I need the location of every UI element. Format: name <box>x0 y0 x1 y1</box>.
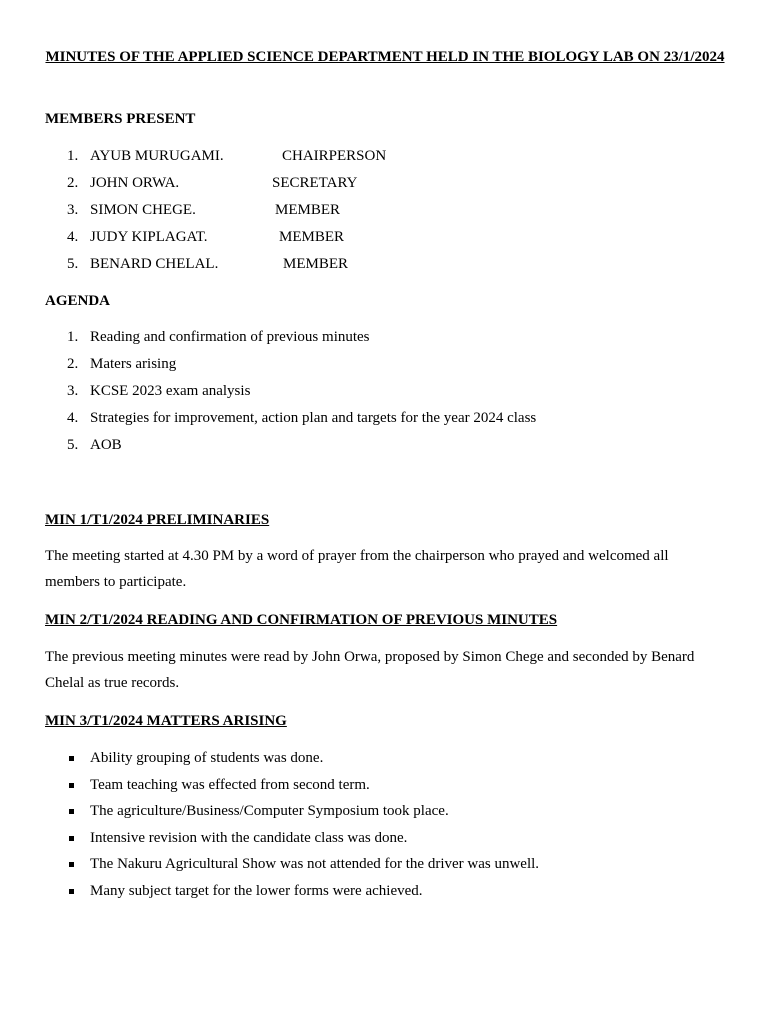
agenda-item <box>45 327 725 354</box>
agenda-text: KCSE 2023 exam analysis <box>90 383 251 399</box>
agenda-number: 2. <box>67 356 79 372</box>
member-role: CHAIRPERSON <box>282 148 387 164</box>
member-name: SIMON CHEGE. <box>90 202 196 218</box>
member-item <box>45 173 725 200</box>
member-name: JUDY KIPLAGAT. <box>90 229 208 245</box>
bullet-square-icon <box>69 809 74 814</box>
member-item <box>45 227 725 254</box>
list-item <box>45 775 725 802</box>
member-number: 5. <box>67 256 79 272</box>
member-number: 3. <box>67 202 79 218</box>
list-item <box>45 801 725 828</box>
member-number: 1. <box>67 148 79 164</box>
agenda-number: 3. <box>67 383 79 399</box>
agenda-item <box>45 435 725 462</box>
list-item-text: The agriculture/Business/Computer Symposium took place. <box>90 803 449 820</box>
agenda-text: AOB <box>90 437 122 453</box>
list-item <box>45 748 725 775</box>
list-item <box>45 854 725 881</box>
agenda-item <box>45 354 725 381</box>
min2-heading: MIN 2/T1/2024 READING AND CONFIRMATION OF PREVIOUS MINUTES <box>45 612 558 628</box>
agenda-text: Reading and confirmation of previous minutes <box>90 329 370 345</box>
agenda-heading: AGENDA <box>45 293 111 309</box>
document-title: MINUTES OF THE APPLIED SCIENCE DEPARTMENT HELD IN THE BIOLOGY LAB ON 23/1/2024 <box>45 49 725 65</box>
min3-heading: MIN 3/T1/2024 MATTERS ARISING <box>45 713 287 729</box>
list-item-text: Team teaching was effected from second term. <box>90 776 370 793</box>
matters-arising-list <box>45 748 725 908</box>
member-item <box>45 200 725 227</box>
member-role: SECRETARY <box>272 175 358 191</box>
members-list <box>45 146 725 281</box>
member-number: 2. <box>67 175 79 191</box>
bullet-square-icon <box>69 889 74 894</box>
member-item <box>45 146 725 173</box>
member-role: MEMBER <box>283 256 349 272</box>
bullet-square-icon <box>69 836 74 841</box>
min1-paragraph: The meeting started at 4.30 PM by a word of prayer from the chairperson who prayed and welcomed all members to participate. <box>45 548 669 590</box>
member-item <box>45 254 725 281</box>
bullet-square-icon <box>69 756 74 761</box>
agenda-item <box>45 381 725 408</box>
agenda-text: Maters arising <box>90 356 177 372</box>
agenda-number: 5. <box>67 437 79 453</box>
list-item <box>45 828 725 855</box>
member-number: 4. <box>67 229 79 245</box>
agenda-text: Strategies for improvement, action plan and targets for the year 2024 class <box>90 410 537 426</box>
member-name: BENARD CHELAL. <box>90 256 219 272</box>
bullet-square-icon <box>69 862 74 867</box>
agenda-number: 4. <box>67 410 79 426</box>
list-item-text: Many subject target for the lower forms were achieved. <box>90 882 423 899</box>
agenda-item <box>45 408 725 435</box>
list-item-text: The Nakuru Agricultural Show was not attended for the driver was unwell. <box>90 856 540 873</box>
member-name: JOHN ORWA. <box>90 175 180 191</box>
agenda-list <box>45 327 725 462</box>
min1-heading: MIN 1/T1/2024 PRELIMINARIES <box>45 512 270 528</box>
member-role: MEMBER <box>279 229 345 245</box>
list-item-text: Ability grouping of students was done. <box>90 750 324 766</box>
min2-paragraph: The previous meeting minutes were read by John Orwa, proposed by Simon Chege and seconded by Benard Chelal as true records. <box>45 649 695 691</box>
members-present-heading: MEMBERS PRESENT <box>45 111 196 127</box>
agenda-number: 1. <box>67 329 79 345</box>
list-item <box>45 881 725 908</box>
member-role: MEMBER <box>275 202 341 218</box>
list-item-text: Intensive revision with the candidate class was done. <box>90 829 408 846</box>
member-name: AYUB MURUGAMI. <box>90 148 224 164</box>
bullet-square-icon <box>69 783 74 788</box>
